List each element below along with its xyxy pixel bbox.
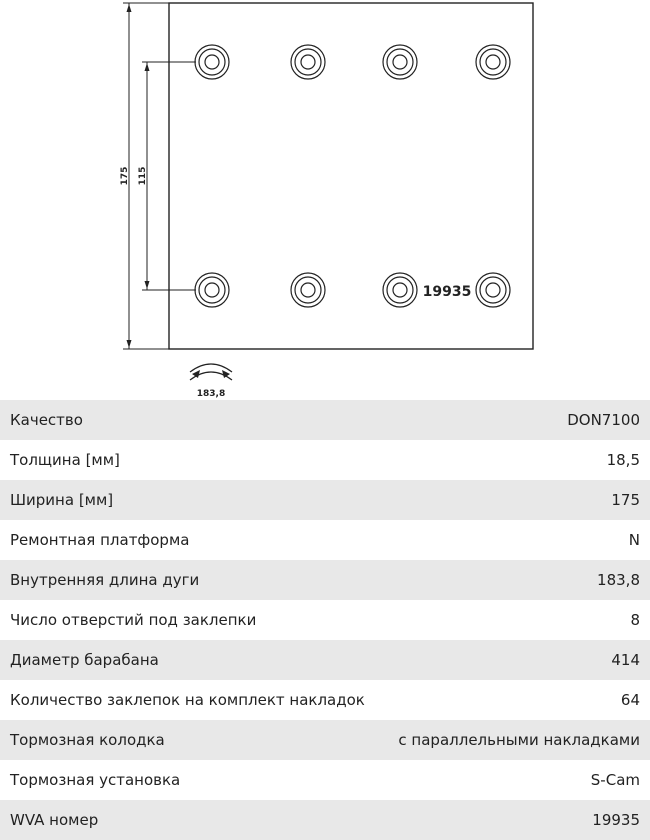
- spec-value: N: [628, 531, 640, 549]
- spec-value: 175: [611, 491, 640, 509]
- rivet-hole-3: [383, 45, 417, 79]
- spec-value: 414: [611, 651, 640, 669]
- dimension-outer-label: 175: [120, 166, 130, 186]
- spec-row-arc-length: [0, 560, 650, 600]
- spec-label: Тормозная установка: [10, 771, 181, 789]
- rivet-hole-1: [195, 45, 229, 79]
- spec-row-drum-diameter: [0, 640, 650, 680]
- spec-value: S-Cam: [590, 771, 640, 789]
- rivet-hole-2: [291, 45, 325, 79]
- spec-row-brake-system: [0, 760, 650, 800]
- spec-label: Ширина [мм]: [10, 491, 114, 509]
- stamp-number: 19935: [422, 284, 472, 300]
- spec-value: 19935: [592, 811, 640, 829]
- spec-label: Толщина [мм]: [10, 451, 120, 469]
- spec-table: [0, 400, 650, 840]
- dimension-inner-label: 115: [138, 166, 148, 186]
- spec-value: 64: [620, 691, 640, 709]
- spec-label: Число отверстий под заклепки: [10, 611, 257, 629]
- spec-label: Тормозная колодка: [10, 731, 165, 749]
- arc-length-label: 183,8: [196, 389, 226, 399]
- rivet-hole-8: [476, 273, 510, 307]
- spec-row-rivet-holes: [0, 600, 650, 640]
- spec-row-width: [0, 480, 650, 520]
- rivet-hole-4: [476, 45, 510, 79]
- rivet-hole-7: [383, 273, 417, 307]
- spec-label: Качество: [10, 411, 83, 429]
- spec-label: Количество заклепок на комплект накладок: [10, 691, 365, 709]
- spec-row-rivet-count: [0, 680, 650, 720]
- spec-value: 8: [630, 611, 640, 629]
- lining-plate: [169, 3, 533, 349]
- spec-label: Ремонтная платформа: [10, 531, 190, 549]
- spec-value: 18,5: [606, 451, 640, 469]
- rivet-hole-6: [291, 273, 325, 307]
- spec-label: Диаметр барабана: [10, 651, 159, 669]
- spec-row-repair-platform: [0, 520, 650, 560]
- spec-row-brake-shoe: [0, 720, 650, 760]
- rivet-hole-5: [195, 273, 229, 307]
- spec-label: Внутренняя длина дуги: [10, 571, 200, 589]
- spec-value: DON7100: [567, 411, 640, 429]
- rivet-holes: [195, 45, 510, 307]
- spec-row-wva-number: [0, 800, 650, 840]
- spec-row-quality: [0, 400, 650, 440]
- arc-symbol: [190, 364, 232, 380]
- spec-row-thickness: [0, 440, 650, 480]
- spec-value: 183,8: [597, 571, 640, 589]
- brake-lining-drawing: [0, 0, 650, 400]
- spec-label: WVA номер: [10, 811, 99, 829]
- spec-value: с параллельными накладками: [398, 731, 640, 749]
